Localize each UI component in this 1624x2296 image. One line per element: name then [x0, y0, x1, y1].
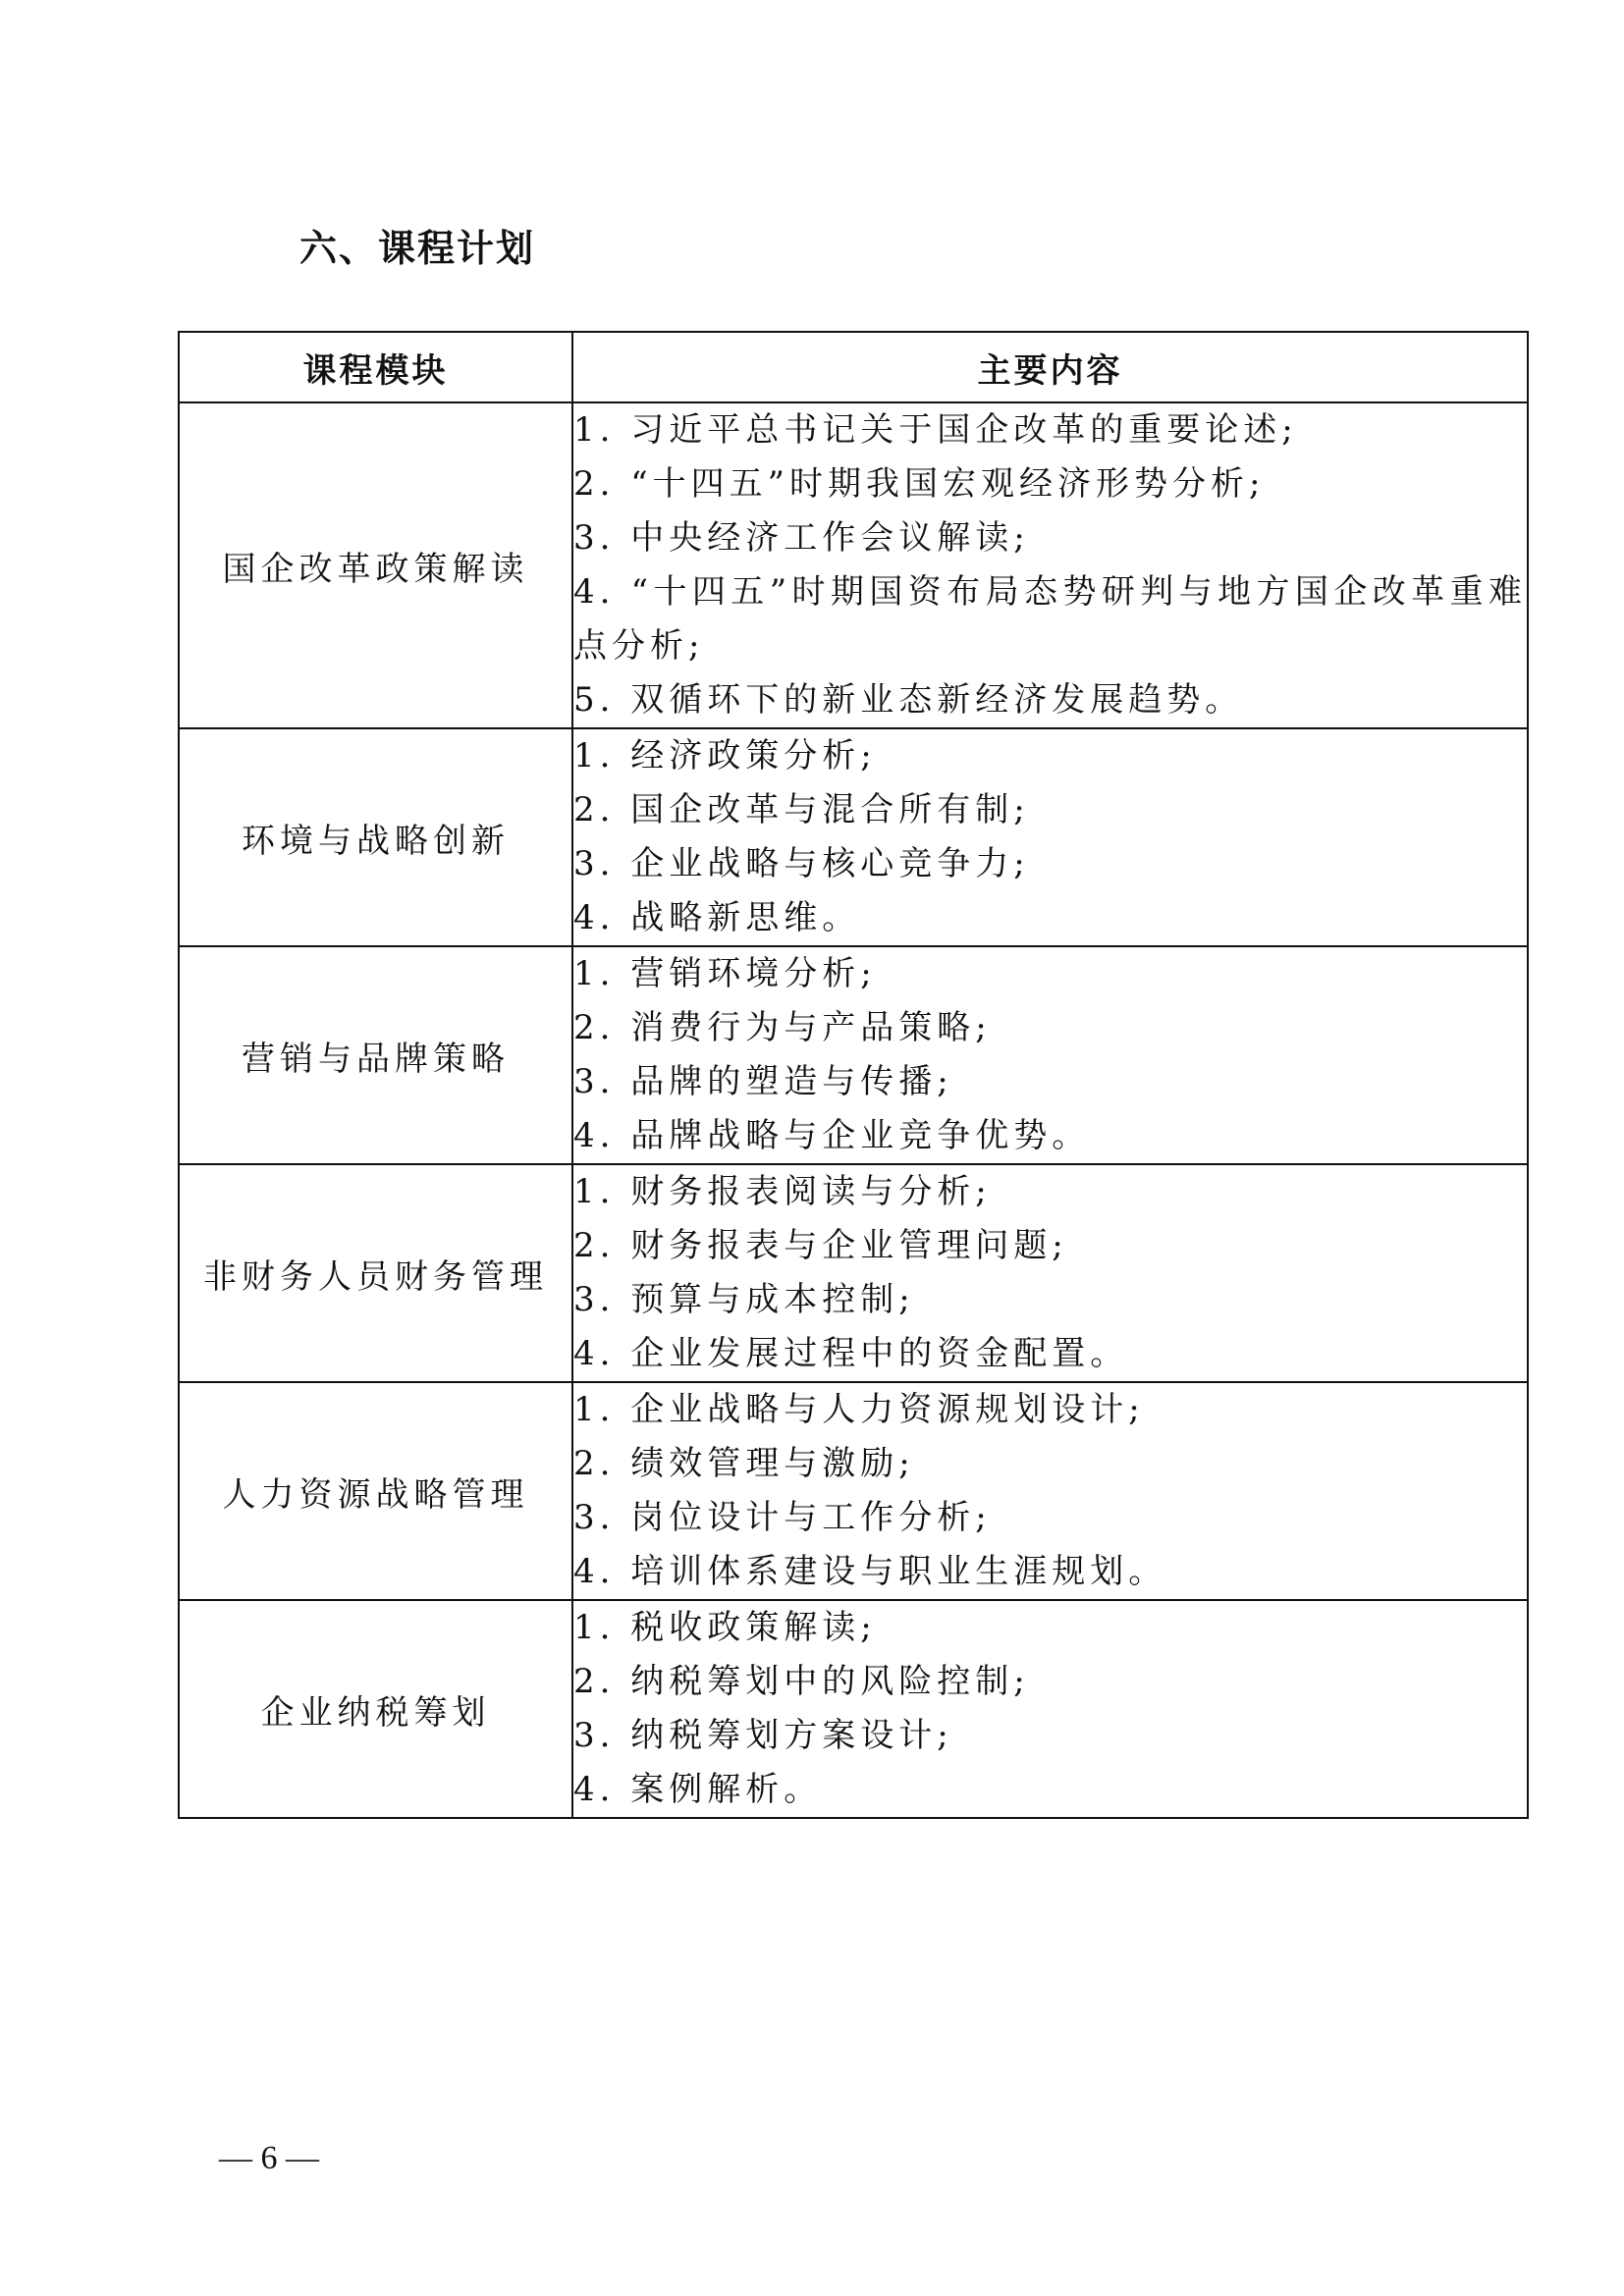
list-item: 2. 财务报表与企业管理问题;	[573, 1226, 1068, 1265]
table-row	[179, 946, 1528, 1164]
module-name: 非财务人员财务管理	[179, 1164, 572, 1382]
module-name: 人力资源战略管理	[179, 1382, 572, 1600]
module-name: 国企改革政策解读	[179, 402, 572, 728]
list-item: 3. 岗位设计与工作分析;	[573, 1498, 992, 1537]
list-item: 4. 培训体系建设与职业生涯规划。	[573, 1552, 1167, 1591]
table-row	[179, 728, 1528, 946]
module-content	[572, 1382, 1528, 1600]
section-title: 六、课程计划	[299, 227, 536, 270]
module-name: 环境与战略创新	[179, 728, 572, 946]
page-number: — 6 —	[219, 2140, 319, 2176]
module-name: 企业纳税筹划	[179, 1600, 572, 1818]
list-item: 2. 纳税筹划中的风险控制;	[573, 1662, 1030, 1701]
list-item: 1. 习近平总书记关于国企改革的重要论述;	[573, 410, 1298, 450]
list-item: 4. 企业发展过程中的资金配置。	[573, 1334, 1129, 1373]
list-item: 1. 财务报表阅读与分析;	[573, 1172, 992, 1211]
module-content	[572, 1164, 1528, 1382]
module-content	[572, 946, 1528, 1164]
list-item: 1. 税收政策解读;	[573, 1608, 877, 1647]
list-item: 2. 国企改革与混合所有制;	[573, 790, 1030, 829]
list-item: 5. 双循环下的新业态新经济发展趋势。	[573, 680, 1244, 720]
table-header-row	[179, 332, 1528, 402]
list-item: 3. 企业战略与核心竞争力;	[573, 844, 1030, 883]
module-content	[572, 728, 1528, 946]
module-name: 营销与品牌策略	[179, 946, 572, 1164]
list-item: 4. 品牌战略与企业竞争优势。	[573, 1116, 1091, 1155]
list-item: 4. 战略新思维。	[573, 898, 861, 937]
module-content	[572, 402, 1528, 728]
list-item: 4. “十四五”时期国资布局态势研判与地方国企改革重难点分析;	[573, 572, 1527, 666]
list-item: 2. “十四五”时期我国宏观经济形势分析;	[573, 464, 1266, 504]
course-plan-table	[178, 331, 1529, 1819]
header-content: 主要内容	[572, 332, 1528, 402]
list-item: 2. 消费行为与产品策略;	[573, 1008, 992, 1047]
list-item: 1. 企业战略与人力资源规划设计;	[573, 1390, 1145, 1429]
list-item: 3. 预算与成本控制;	[573, 1280, 915, 1319]
list-item: 4. 案例解析。	[573, 1770, 823, 1809]
list-item: 1. 营销环境分析;	[573, 954, 877, 993]
list-item: 2. 绩效管理与激励;	[573, 1444, 915, 1483]
header-module: 课程模块	[179, 332, 572, 402]
table-row	[179, 1382, 1528, 1600]
table-row	[179, 1600, 1528, 1818]
list-item: 3. 纳税筹划方案设计;	[573, 1716, 953, 1755]
list-item: 3. 品牌的塑造与传播;	[573, 1062, 953, 1101]
table-row	[179, 1164, 1528, 1382]
list-item: 3. 中央经济工作会议解读;	[573, 518, 1030, 558]
table-row	[179, 402, 1528, 728]
list-item: 1. 经济政策分析;	[573, 736, 877, 775]
module-content	[572, 1600, 1528, 1818]
